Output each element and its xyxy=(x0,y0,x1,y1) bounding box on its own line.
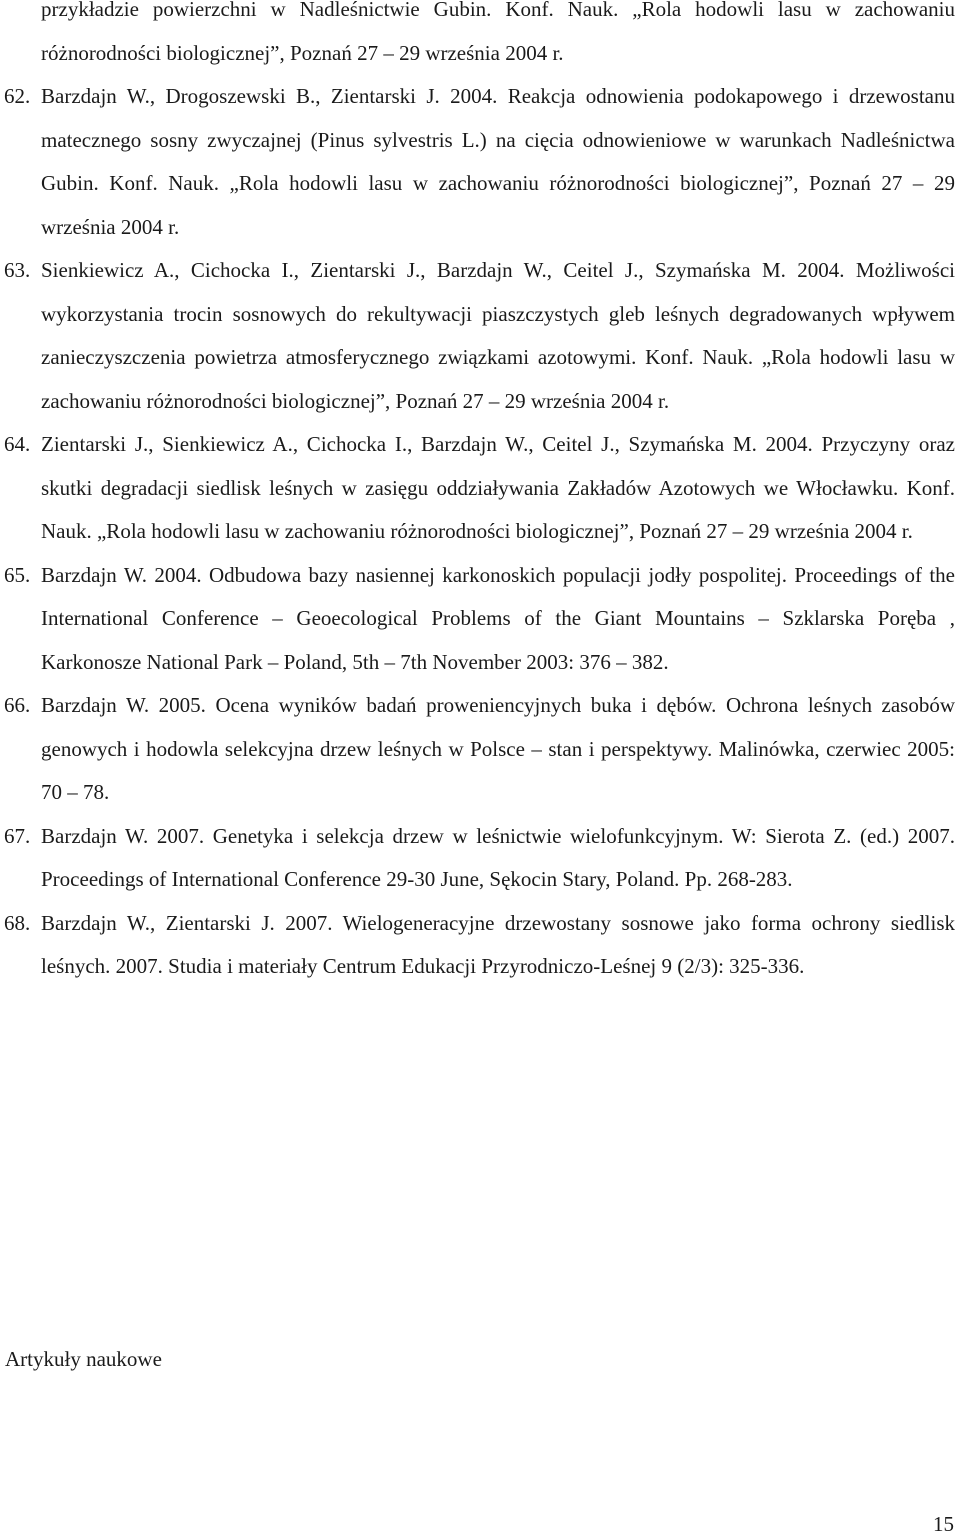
reference-number: 67. xyxy=(4,823,31,848)
reference-item-68 xyxy=(0,902,960,989)
reference-number: 65. xyxy=(4,562,31,587)
reference-text: Sienkiewicz A., Cichocka I., Zientarski J., Barzdajn W., Ceitel J., Szymańska M. 2004. Możliwości wykorzystania trocin sosnowych do rekultywacji piaszczystych gleb leśnych degradowanych wpływem zanieczyszczenia powietrza atmosferycznego związkami azotowymi. Konf. Nauk. „Rola hodowli lasu w zachowaniu różnorodności biologicznej”, Poznań 27 – 29 września 2004 r. xyxy=(41,258,955,413)
reference-text: przykładzie powierzchni w Nadleśnictwie Gubin. Konf. Nauk. „Rola hodowli lasu w zachowaniu różnorodności biologicznej”, Poznań 27 – 29 września 2004 r. xyxy=(41,0,955,65)
page-number: 15 xyxy=(933,1512,954,1536)
reference-text: Barzdajn W., Drogoszewski B., Zientarski J. 2004. Reakcja odnowienia podokapowego i drzewostanu matecznego sosny zwyczajnej (Pinus sylvestris L.) na cięcia odnowieniowe w warunkach Nadleśnictwa Gubin. Konf. Nauk. „Rola hodowli lasu w zachowaniu różnorodności biologicznej”, Poznań 27 – 29 września 2004 r. xyxy=(41,84,955,239)
reference-item-62 xyxy=(0,75,960,249)
reference-item-63 xyxy=(0,249,960,423)
reference-number: 63. xyxy=(4,258,31,282)
reference-text: Barzdajn W. 2004. Odbudowa bazy nasiennej karkonoskich populacji jodły pospolitej. Proceedings of the International Conference – Geoecological Problems of the Giant Mountains – Szklarska Poręba , Karkonosze National Park – Poland, 5th – 7th November 2003: 376 – 382. xyxy=(41,562,955,674)
reference-number: 64. xyxy=(4,432,31,456)
reference-text: Barzdajn W. 2005. Ocena wyników badań proweniencyjnych buka i dębów. Ochrona leśnych zasobów genowych i hodowla selekcyjna drzew leśnych w Polsce – stan i perspektywy. Malinówka, czerwiec 2005: 70 – 78. xyxy=(41,693,955,804)
reference-item-66 xyxy=(0,684,960,815)
reference-item-64 xyxy=(0,423,960,554)
reference-item-continued xyxy=(0,0,960,75)
reference-number: 62. xyxy=(4,84,31,108)
reference-text: Barzdajn W. 2007. Genetyka i selekcja drzew w leśnictwie wielofunkcyjnym. W: Sierota Z. (ed.) 2007. Proceedings of International Conference 29-30 June, Sękocin Stary, Poland. Pp. 268-283. xyxy=(41,823,955,891)
reference-text: Barzdajn W., Zientarski J. 2007. Wielogeneracyjne drzewostany sosnowe jako forma ochrony siedlisk leśnych. 2007. Studia i materiały Centrum Edukacji Przyrodniczo-Leśnej 9 (2/3): 325-336. xyxy=(41,910,955,978)
reference-number: 68. xyxy=(4,910,31,935)
section-heading: Artykuły naukowe xyxy=(5,1347,162,1371)
reference-number: 66. xyxy=(4,693,31,717)
reference-item-65 xyxy=(0,554,960,685)
reference-text: Zientarski J., Sienkiewicz A., Cichocka I., Barzdajn W., Ceitel J., Szymańska M. 2004. Przyczyny oraz skutki degradacji siedlisk leśnych w zasięgu oddziaływania Zakładów Azotowych we Włocławku. Konf. Nauk. „Rola hodowli lasu w zachowaniu różnorodności biologicznej”, Poznań 27 – 29 września 2004 r. xyxy=(41,432,955,543)
reference-item-67 xyxy=(0,815,960,902)
